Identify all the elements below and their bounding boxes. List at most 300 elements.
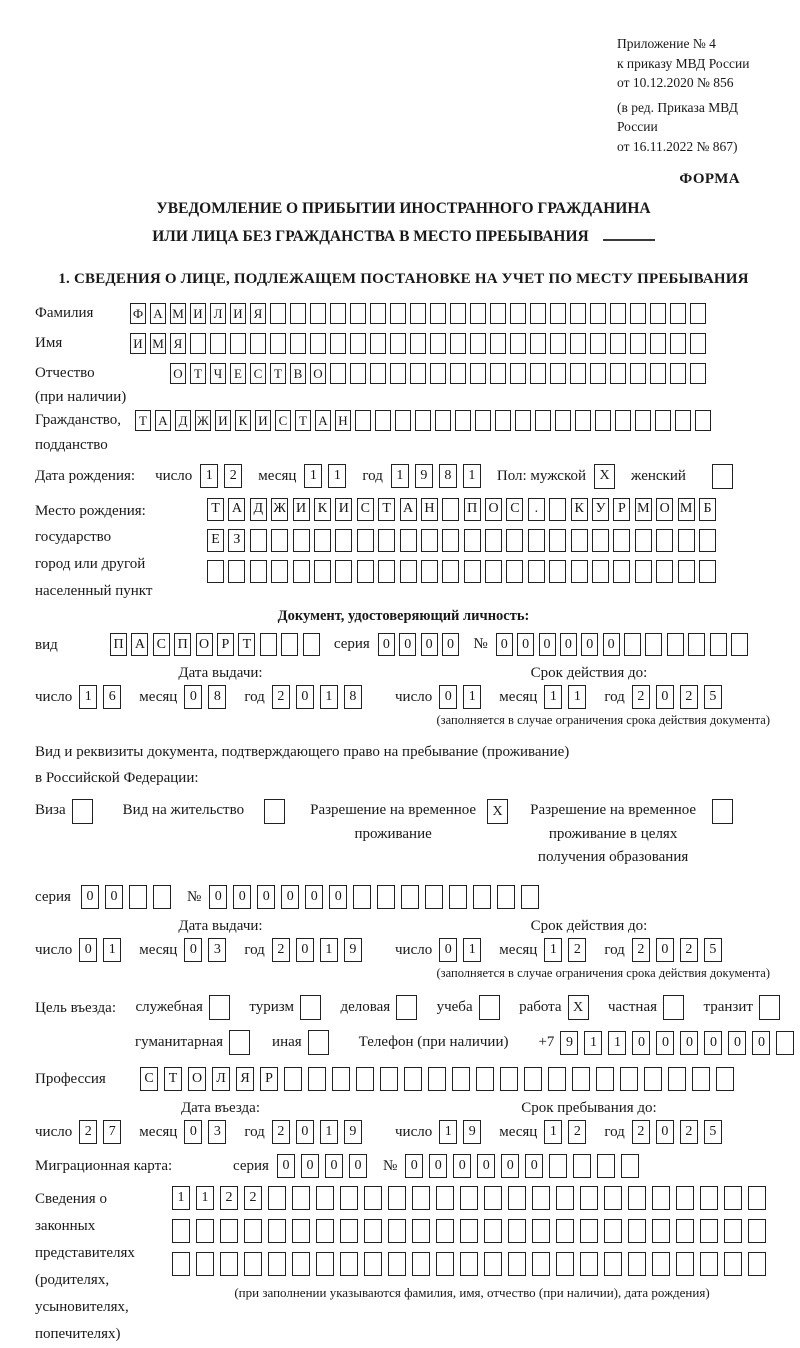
char-cell[interactable] [370,333,386,354]
char-cell[interactable]: 0 [184,938,202,962]
char-cell[interactable] [652,1186,670,1210]
char-cell[interactable] [676,1252,694,1276]
char-cell[interactable]: И [293,498,310,521]
char-cell[interactable]: 6 [103,685,121,709]
char-cell[interactable]: 0 [501,1154,519,1178]
char-cell[interactable] [604,1252,622,1276]
char-cell[interactable]: 8 [344,685,362,709]
char-cell[interactable] [332,1067,350,1091]
char-cell[interactable] [390,303,406,324]
char-cell[interactable]: 1 [463,685,481,709]
char-cell[interactable] [364,1186,382,1210]
char-cell[interactable]: 2 [272,685,290,709]
char-cell[interactable]: 0 [525,1154,543,1178]
char-cell[interactable] [476,1067,494,1091]
char-cell[interactable]: 1 [608,1031,626,1055]
char-cell[interactable]: 0 [704,1031,722,1055]
char-cell[interactable] [508,1219,526,1243]
char-cell[interactable] [400,560,417,583]
char-cell[interactable] [596,1067,614,1091]
char-cell[interactable] [549,560,566,583]
char-cell[interactable] [375,410,391,431]
char-cell[interactable] [335,560,352,583]
char-cell[interactable] [508,1186,526,1210]
char-cell[interactable]: Т [190,363,206,384]
char-cell[interactable]: 0 [296,938,314,962]
char-cell[interactable]: 1 [320,938,338,962]
char-cell[interactable] [570,303,586,324]
char-cell[interactable]: У [592,498,609,521]
char-cell[interactable]: 1 [544,1120,562,1144]
char-cell[interactable]: П [110,633,127,656]
option-temp-residence-checkbox[interactable]: X [487,799,508,824]
char-cell[interactable]: 1 [304,464,322,488]
char-cell[interactable] [310,333,326,354]
char-cell[interactable] [364,1219,382,1243]
char-cell[interactable]: И [230,303,246,324]
char-cell[interactable] [690,303,706,324]
char-cell[interactable] [364,1252,382,1276]
char-cell[interactable]: А [400,498,417,521]
char-cell[interactable] [390,333,406,354]
char-cell[interactable] [460,1252,478,1276]
char-cell[interactable] [450,333,466,354]
char-cell[interactable]: Я [236,1067,254,1091]
char-cell[interactable] [656,560,673,583]
char-cell[interactable] [580,1252,598,1276]
char-cell[interactable] [250,560,267,583]
char-cell[interactable] [370,303,386,324]
char-cell[interactable] [425,885,443,909]
char-cell[interactable]: И [215,410,231,431]
char-cell[interactable] [464,560,481,583]
char-cell[interactable] [556,1186,574,1210]
char-cell[interactable] [613,560,630,583]
char-cell[interactable]: 0 [539,633,556,656]
char-cell[interactable] [572,1067,590,1091]
char-cell[interactable] [592,529,609,552]
char-cell[interactable]: 7 [103,1120,121,1144]
char-cell[interactable]: 0 [209,885,227,909]
char-cell[interactable]: А [131,633,148,656]
char-cell[interactable]: 0 [79,938,97,962]
char-cell[interactable] [442,529,459,552]
char-cell[interactable] [293,529,310,552]
char-cell[interactable] [260,633,277,656]
char-cell[interactable]: 0 [399,633,416,656]
char-cell[interactable]: 0 [349,1154,367,1178]
char-cell[interactable]: 2 [244,1186,262,1210]
char-cell[interactable] [310,303,326,324]
char-cell[interactable] [268,1252,286,1276]
char-cell[interactable] [621,1154,639,1178]
char-cell[interactable]: Ж [195,410,211,431]
char-cell[interactable] [172,1252,190,1276]
char-cell[interactable] [676,1219,694,1243]
char-cell[interactable] [652,1252,670,1276]
char-cell[interactable] [412,1252,430,1276]
option-visa-checkbox[interactable] [72,799,93,824]
char-cell[interactable]: 0 [439,938,457,962]
char-cell[interactable] [330,363,346,384]
purpose-private-checkbox[interactable] [663,995,684,1020]
char-cell[interactable] [485,560,502,583]
char-cell[interactable]: А [315,410,331,431]
char-cell[interactable] [506,560,523,583]
char-cell[interactable] [655,410,671,431]
char-cell[interactable]: 0 [421,633,438,656]
char-cell[interactable]: 0 [325,1154,343,1178]
char-cell[interactable] [776,1031,794,1055]
char-cell[interactable]: Т [238,633,255,656]
char-cell[interactable]: М [150,333,166,354]
char-cell[interactable]: С [275,410,291,431]
char-cell[interactable] [630,333,646,354]
char-cell[interactable]: О [485,498,502,521]
purpose-other-checkbox[interactable] [308,1030,329,1055]
char-cell[interactable] [700,1219,718,1243]
char-cell[interactable]: М [170,303,186,324]
char-cell[interactable]: 2 [632,938,650,962]
char-cell[interactable] [590,363,606,384]
char-cell[interactable]: 0 [728,1031,746,1055]
char-cell[interactable]: К [235,410,251,431]
char-cell[interactable] [442,498,459,521]
char-cell[interactable] [645,633,662,656]
char-cell[interactable] [610,303,626,324]
char-cell[interactable] [595,410,611,431]
char-cell[interactable]: 1 [172,1186,190,1210]
char-cell[interactable]: 1 [544,685,562,709]
char-cell[interactable] [436,1186,454,1210]
char-cell[interactable]: 0 [378,633,395,656]
char-cell[interactable] [378,529,395,552]
char-cell[interactable] [460,1219,478,1243]
char-cell[interactable] [484,1219,502,1243]
char-cell[interactable]: 5 [704,938,722,962]
char-cell[interactable] [436,1252,454,1276]
char-cell[interactable] [196,1252,214,1276]
char-cell[interactable] [597,1154,615,1178]
char-cell[interactable]: О [188,1067,206,1091]
char-cell[interactable] [284,1067,302,1091]
char-cell[interactable] [556,1219,574,1243]
char-cell[interactable] [129,885,147,909]
char-cell[interactable]: 2 [680,1120,698,1144]
char-cell[interactable] [190,333,206,354]
char-cell[interactable]: С [153,633,170,656]
char-cell[interactable] [650,303,666,324]
char-cell[interactable]: 0 [301,1154,319,1178]
char-cell[interactable] [428,1067,446,1091]
char-cell[interactable] [530,303,546,324]
char-cell[interactable] [357,560,374,583]
char-cell[interactable] [316,1186,334,1210]
char-cell[interactable]: Ф [130,303,146,324]
char-cell[interactable] [495,410,511,431]
char-cell[interactable]: 0 [296,1120,314,1144]
char-cell[interactable] [484,1186,502,1210]
char-cell[interactable]: 1 [391,464,409,488]
char-cell[interactable] [724,1252,742,1276]
char-cell[interactable]: О [310,363,326,384]
char-cell[interactable] [340,1252,358,1276]
char-cell[interactable] [700,1186,718,1210]
purpose-transit-checkbox[interactable] [759,995,780,1020]
purpose-work-checkbox[interactable]: X [568,995,589,1020]
char-cell[interactable] [550,333,566,354]
char-cell[interactable]: С [357,498,374,521]
char-cell[interactable] [590,303,606,324]
char-cell[interactable] [292,1219,310,1243]
char-cell[interactable] [464,529,481,552]
char-cell[interactable] [308,1067,326,1091]
char-cell[interactable]: 0 [632,1031,650,1055]
char-cell[interactable] [549,529,566,552]
char-cell[interactable]: 9 [344,1120,362,1144]
char-cell[interactable] [524,1067,542,1091]
char-cell[interactable] [635,529,652,552]
char-cell[interactable]: А [155,410,171,431]
char-cell[interactable] [356,1067,374,1091]
char-cell[interactable] [410,303,426,324]
char-cell[interactable] [314,529,331,552]
char-cell[interactable] [604,1219,622,1243]
char-cell[interactable] [748,1252,766,1276]
char-cell[interactable] [699,529,716,552]
purpose-business-checkbox[interactable] [396,995,417,1020]
char-cell[interactable] [404,1067,422,1091]
char-cell[interactable] [220,1219,238,1243]
char-cell[interactable] [377,885,395,909]
char-cell[interactable]: 1 [196,1186,214,1210]
char-cell[interactable]: 3 [208,1120,226,1144]
char-cell[interactable]: И [190,303,206,324]
char-cell[interactable] [620,1067,638,1091]
char-cell[interactable] [470,363,486,384]
char-cell[interactable]: 8 [439,464,457,488]
char-cell[interactable]: 2 [79,1120,97,1144]
char-cell[interactable]: Н [421,498,438,521]
char-cell[interactable]: 2 [632,1120,650,1144]
char-cell[interactable] [571,529,588,552]
char-cell[interactable] [270,333,286,354]
char-cell[interactable] [628,1186,646,1210]
char-cell[interactable] [390,363,406,384]
char-cell[interactable] [340,1219,358,1243]
char-cell[interactable] [485,529,502,552]
char-cell[interactable] [292,1252,310,1276]
char-cell[interactable] [421,529,438,552]
char-cell[interactable] [590,333,606,354]
char-cell[interactable]: 5 [704,685,722,709]
char-cell[interactable] [550,303,566,324]
char-cell[interactable] [230,333,246,354]
char-cell[interactable]: Т [295,410,311,431]
char-cell[interactable] [316,1252,334,1276]
char-cell[interactable] [455,410,471,431]
option-temp-residence-education-checkbox[interactable] [712,799,733,824]
char-cell[interactable] [470,333,486,354]
char-cell[interactable]: 0 [281,885,299,909]
char-cell[interactable]: 1 [463,938,481,962]
char-cell[interactable] [268,1219,286,1243]
char-cell[interactable] [350,303,366,324]
char-cell[interactable] [490,303,506,324]
char-cell[interactable] [244,1219,262,1243]
char-cell[interactable] [571,560,588,583]
char-cell[interactable] [506,529,523,552]
char-cell[interactable] [388,1186,406,1210]
char-cell[interactable]: 2 [220,1186,238,1210]
char-cell[interactable]: Б [699,498,716,521]
char-cell[interactable]: Ж [271,498,288,521]
char-cell[interactable] [556,1252,574,1276]
char-cell[interactable] [628,1219,646,1243]
char-cell[interactable] [650,333,666,354]
char-cell[interactable]: Т [207,498,224,521]
option-residence-permit-checkbox[interactable] [264,799,285,824]
char-cell[interactable] [748,1186,766,1210]
char-cell[interactable]: С [506,498,523,521]
char-cell[interactable]: 0 [257,885,275,909]
char-cell[interactable] [710,633,727,656]
char-cell[interactable] [271,529,288,552]
char-cell[interactable] [473,885,491,909]
char-cell[interactable]: П [174,633,191,656]
char-cell[interactable]: П [464,498,481,521]
char-cell[interactable] [270,303,286,324]
char-cell[interactable] [430,303,446,324]
char-cell[interactable]: 0 [184,685,202,709]
char-cell[interactable] [207,560,224,583]
char-cell[interactable] [670,333,686,354]
char-cell[interactable] [293,560,310,583]
char-cell[interactable]: М [678,498,695,521]
char-cell[interactable] [615,410,631,431]
char-cell[interactable] [410,363,426,384]
purpose-study-checkbox[interactable] [479,995,500,1020]
char-cell[interactable]: 0 [305,885,323,909]
char-cell[interactable] [613,529,630,552]
char-cell[interactable] [656,529,673,552]
char-cell[interactable] [748,1219,766,1243]
char-cell[interactable] [628,1252,646,1276]
char-cell[interactable]: Д [250,498,267,521]
char-cell[interactable] [400,529,417,552]
char-cell[interactable] [210,333,226,354]
char-cell[interactable]: 0 [656,1120,674,1144]
char-cell[interactable] [357,529,374,552]
char-cell[interactable] [353,885,371,909]
char-cell[interactable] [450,303,466,324]
char-cell[interactable]: 0 [752,1031,770,1055]
char-cell[interactable] [575,410,591,431]
char-cell[interactable] [550,363,566,384]
char-cell[interactable] [303,633,320,656]
char-cell[interactable] [450,363,466,384]
char-cell[interactable] [172,1219,190,1243]
char-cell[interactable]: 1 [320,685,338,709]
char-cell[interactable] [153,885,171,909]
char-cell[interactable] [388,1252,406,1276]
char-cell[interactable] [570,363,586,384]
char-cell[interactable] [644,1067,662,1091]
char-cell[interactable] [250,333,266,354]
char-cell[interactable]: 1 [584,1031,602,1055]
char-cell[interactable] [635,560,652,583]
char-cell[interactable]: В [290,363,306,384]
char-cell[interactable]: 0 [442,633,459,656]
char-cell[interactable] [412,1219,430,1243]
char-cell[interactable] [421,560,438,583]
char-cell[interactable] [250,529,267,552]
char-cell[interactable] [610,333,626,354]
char-cell[interactable] [460,1186,478,1210]
char-cell[interactable] [395,410,411,431]
char-cell[interactable] [580,1186,598,1210]
char-cell[interactable] [470,303,486,324]
char-cell[interactable] [497,885,515,909]
char-cell[interactable]: 0 [477,1154,495,1178]
char-cell[interactable] [530,363,546,384]
char-cell[interactable]: 0 [439,685,457,709]
char-cell[interactable] [449,885,467,909]
char-cell[interactable]: 2 [680,938,698,962]
char-cell[interactable]: З [228,529,245,552]
char-cell[interactable] [370,363,386,384]
char-cell[interactable]: Ч [210,363,226,384]
char-cell[interactable]: М [635,498,652,521]
char-cell[interactable] [716,1067,734,1091]
char-cell[interactable] [530,333,546,354]
char-cell[interactable]: 2 [272,1120,290,1144]
char-cell[interactable] [490,363,506,384]
char-cell[interactable] [549,498,566,521]
char-cell[interactable] [528,529,545,552]
char-cell[interactable]: 2 [224,464,242,488]
char-cell[interactable]: А [150,303,166,324]
char-cell[interactable] [452,1067,470,1091]
char-cell[interactable] [314,560,331,583]
char-cell[interactable]: О [196,633,213,656]
char-cell[interactable]: 2 [568,1120,586,1144]
char-cell[interactable]: 1 [544,938,562,962]
char-cell[interactable] [650,363,666,384]
char-cell[interactable] [573,1154,591,1178]
char-cell[interactable] [388,1219,406,1243]
char-cell[interactable] [475,410,491,431]
char-cell[interactable] [549,1154,567,1178]
char-cell[interactable] [670,303,686,324]
char-cell[interactable]: 0 [81,885,99,909]
char-cell[interactable]: О [656,498,673,521]
char-cell[interactable] [667,633,684,656]
char-cell[interactable] [690,363,706,384]
char-cell[interactable] [430,333,446,354]
char-cell[interactable]: Н [335,410,351,431]
char-cell[interactable]: 0 [656,685,674,709]
char-cell[interactable] [635,410,651,431]
char-cell[interactable] [670,363,686,384]
char-cell[interactable] [610,363,626,384]
char-cell[interactable]: Т [164,1067,182,1091]
char-cell[interactable] [699,560,716,583]
char-cell[interactable]: 0 [560,633,577,656]
char-cell[interactable] [410,333,426,354]
char-cell[interactable] [484,1252,502,1276]
char-cell[interactable]: С [140,1067,158,1091]
